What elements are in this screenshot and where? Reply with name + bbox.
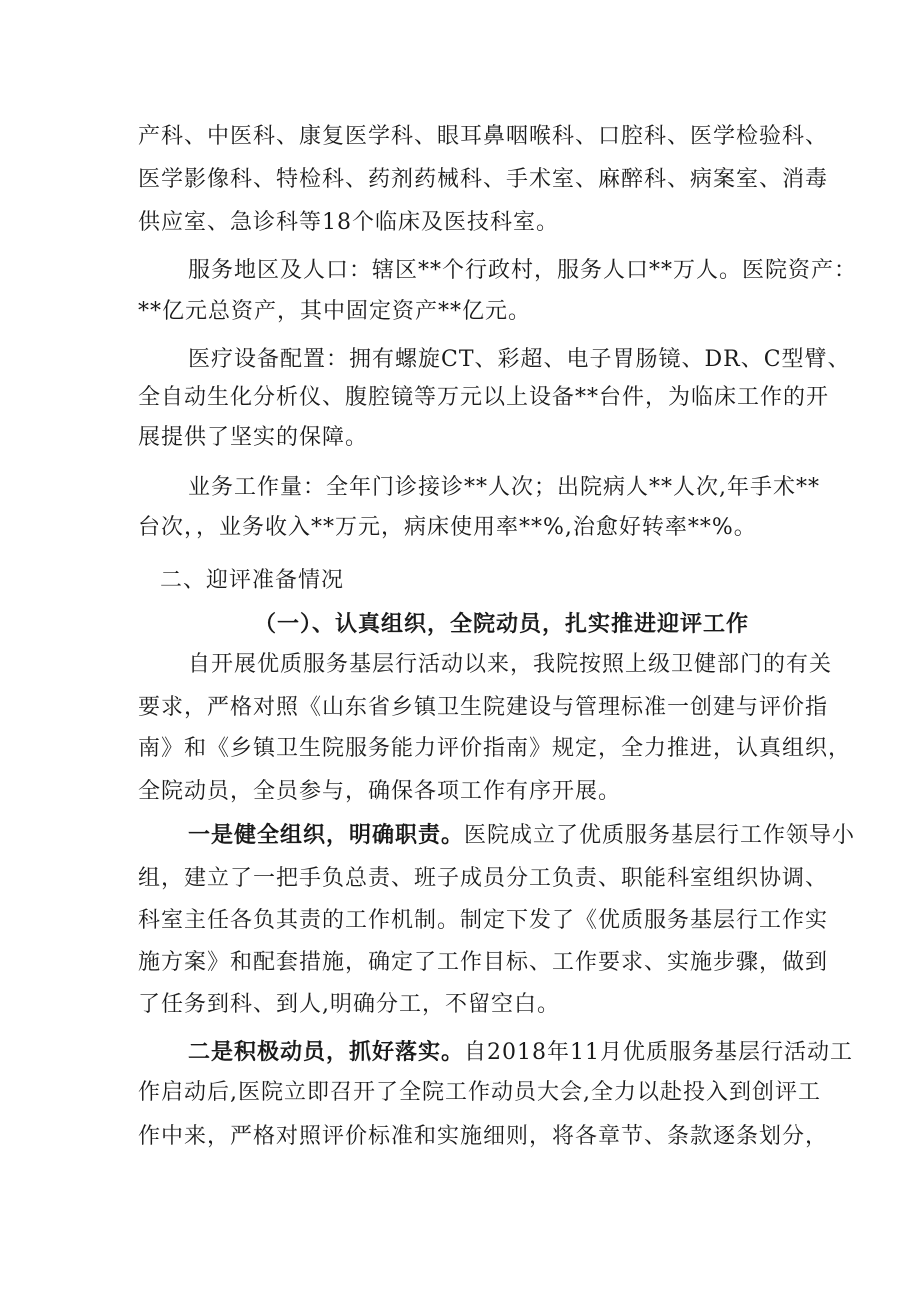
text-line: 作中来，严格对照评价标准和实施细则，将各章节、条款逐条划分， xyxy=(138,1124,829,1149)
text-line: 组，建立了一把手负总责、班子成员分工负责、职能科室组织协调、 xyxy=(138,866,829,891)
text-line: 全院动员，全员参与，确保各项工作有序开展。 xyxy=(138,779,622,804)
text-line: **亿元总资产，其中固定资产**亿元。 xyxy=(138,299,532,324)
text-line: 施方案》和配套措施，确定了工作目标、工作要求、实施步骤，做到 xyxy=(138,950,829,975)
paragraph-lead: 一是健全组织，明确职责。 xyxy=(188,822,465,848)
text-line: 服务地区及人口：辖区**个行政村，服务人口**万人。医院资产： xyxy=(188,258,858,283)
text-line: 医疗设备配置：拥有螺旋CT、彩超、电子胃肠镜、DR、C型臂、 xyxy=(188,347,851,372)
text-line: 台次，，业务收入**万元，病床使用率**%,治愈好转率**%。 xyxy=(138,515,757,540)
section-heading: 二、迎评准备情况 xyxy=(160,568,345,593)
text-line: 自开展优质服务基层行活动以来，我院按照上级卫健部门的有关 xyxy=(188,652,833,677)
text-line: 南》和《乡镇卫生院服务能力评价指南》规定，全力推进，认真组织， xyxy=(138,736,852,761)
text-line xyxy=(188,820,855,850)
paragraph-text: 医院成立了优质服务基层行工作领导小 xyxy=(464,823,856,848)
text-line: 医学影像科、特检科、药剂药械科、手术室、麻醉科、病案室、消毒 xyxy=(138,167,829,192)
text-line: 作启动后,医院立即召开了全院工作动员大会,全力以赴投入到创评工 xyxy=(138,1080,821,1105)
text-line xyxy=(188,1037,853,1067)
paragraph-lead: 二是积极动员，抓好落实。 xyxy=(188,1039,465,1065)
paragraph-text: 自2018年11月优质服务基层行活动工 xyxy=(464,1040,853,1065)
text-line: 供应室、急诊科等18个临床及医技科室。 xyxy=(138,210,559,235)
text-line: 展提供了坚实的保障。 xyxy=(138,425,369,450)
text-line: 要求，严格对照《山东省乡镇卫生院建设与管理标准一创建与评价指 xyxy=(138,695,829,720)
text-line: 业务工作量：全年门诊接诊**人次；出院病人**人次,年手术** xyxy=(188,475,820,500)
text-line: 了任务到科、到人,明确分工，不留空白。 xyxy=(138,992,560,1017)
text-line: 全自动生化分析仪、腹腔镜等万元以上设备**台件，为临床工作的开 xyxy=(138,385,830,410)
text-line: 科室主任各负其责的工作机制。制定下发了《优质服务基层行工作实 xyxy=(138,908,829,933)
text-line: 产科、中医科、康复医学科、眼耳鼻咽喉科、口腔科、医学检验科、 xyxy=(138,124,829,149)
subsection-heading: （一）、认真组织，全院动员，扎实推进迎评工作 xyxy=(254,611,750,637)
